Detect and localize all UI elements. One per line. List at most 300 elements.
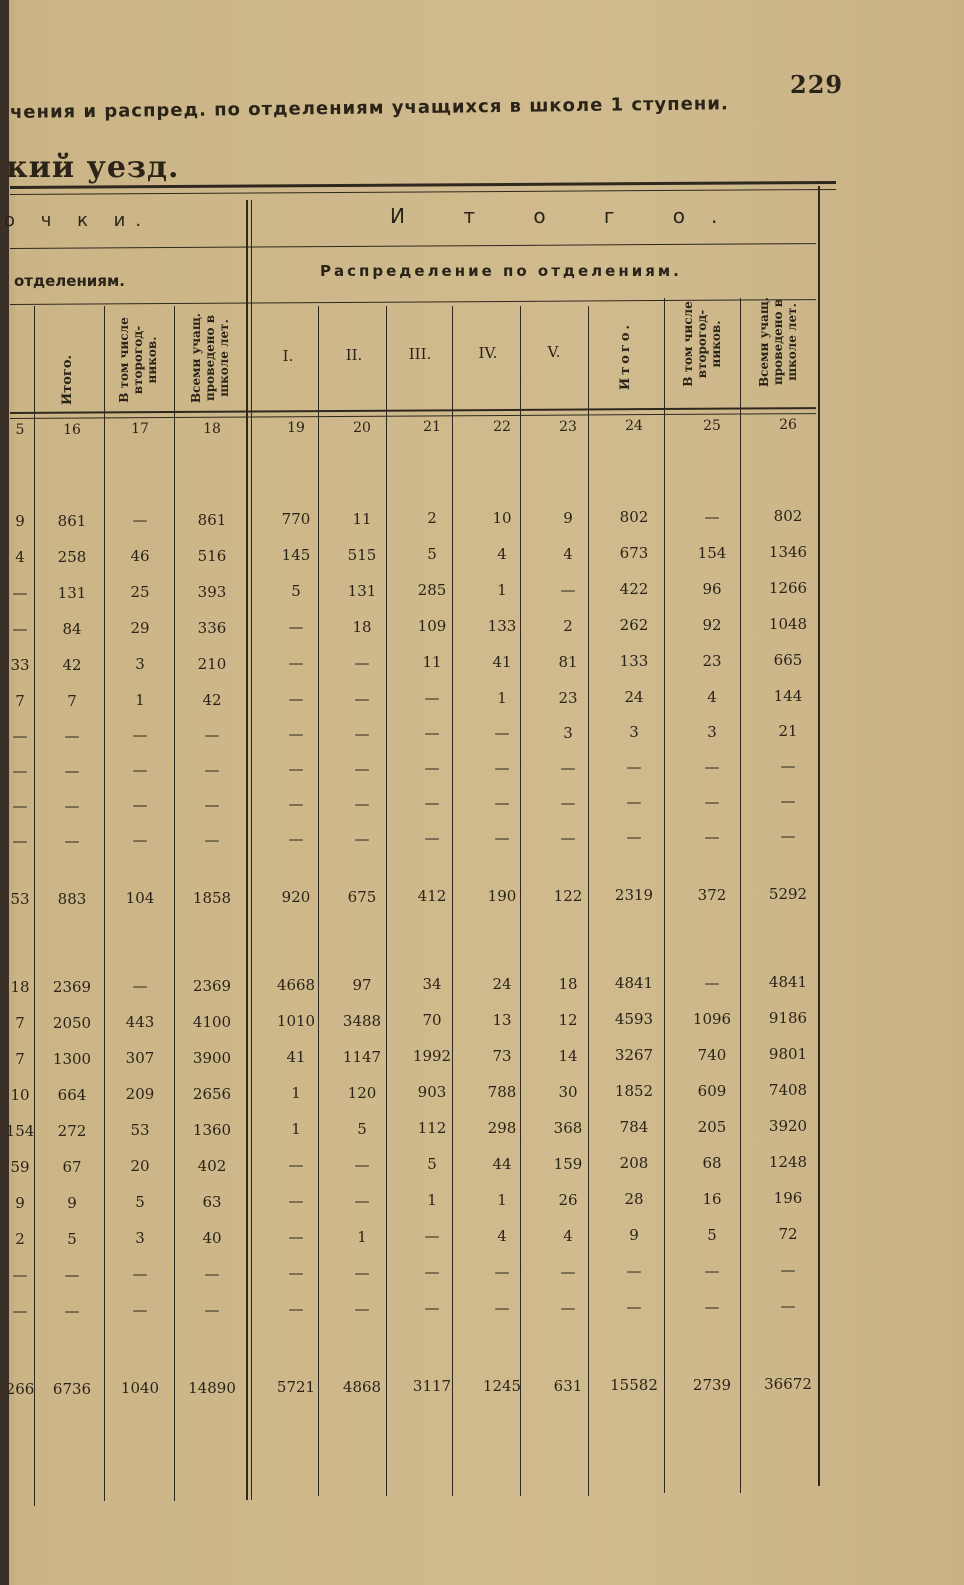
table-cell: 516 — [197, 546, 227, 565]
table-cell: 109 — [417, 617, 447, 636]
rule — [452, 306, 453, 1496]
table-cell: — — [494, 1262, 510, 1281]
table-cell: 675 — [347, 887, 377, 906]
rule — [520, 306, 521, 1496]
table-cell: — — [494, 758, 510, 777]
table-cell: — — [424, 829, 440, 848]
total-cell: 14890 — [188, 1378, 236, 1397]
col-header-repeaters: В том числе второгод-ников. — [117, 317, 159, 403]
table-cell: — — [288, 690, 304, 709]
table-cell: 84 — [62, 619, 82, 638]
table-cell: 24 — [492, 974, 512, 993]
subheader-left: отделениям. — [14, 272, 125, 290]
table-cell: 1858 — [192, 888, 232, 907]
total-cell: 5721 — [276, 1378, 316, 1397]
table-cell: 7 — [15, 691, 25, 710]
total-cell: 631 — [553, 1376, 583, 1395]
table-cell: 3267 — [614, 1046, 654, 1065]
rule — [386, 306, 387, 1496]
rule — [104, 306, 105, 1501]
rule — [588, 306, 589, 1496]
table-cell: 5 — [427, 545, 437, 564]
col-header-repeaters-total: В том числе второгод-ников. — [681, 301, 723, 387]
table-cell: — — [64, 796, 80, 815]
table-cell: 9 — [15, 1193, 25, 1212]
column-number: 26 — [779, 417, 797, 434]
table-cell: 23 — [702, 651, 722, 670]
table-cell: 1266 — [768, 579, 808, 598]
table-cell: — — [626, 758, 642, 777]
table-cell: 53 — [130, 1121, 150, 1140]
column-number: 5 — [15, 421, 25, 438]
table-cell: — — [354, 1191, 370, 1210]
table-cell: 112 — [417, 1119, 447, 1138]
table-cell: 5 — [67, 1229, 77, 1248]
table-cell: 12 — [558, 1010, 578, 1029]
col-header-iii: III. — [408, 345, 432, 363]
table-cell: — — [132, 511, 148, 530]
table-cell: 144 — [773, 687, 803, 706]
table-cell: 205 — [697, 1117, 727, 1136]
table-right-border — [818, 186, 820, 1486]
table-cell: 18 — [352, 617, 372, 636]
table-cell: — — [780, 827, 796, 846]
table-cell: 4841 — [768, 973, 808, 992]
table-cell: — — [354, 1299, 370, 1318]
table-cell: 23 — [558, 688, 578, 707]
table-cell: — — [64, 1301, 80, 1320]
table-cell: 5 — [357, 1119, 367, 1138]
subheader-distribution: Распределение по отделениям. — [320, 262, 682, 280]
table-cell: 4 — [707, 687, 717, 706]
table-cell: — — [64, 726, 80, 745]
table-cell: — — [780, 792, 796, 811]
table-cell: — — [64, 831, 80, 850]
table-cell: 9186 — [768, 1009, 808, 1028]
table-cell: 7 — [67, 691, 77, 710]
table-cell: 9801 — [768, 1045, 808, 1064]
table-cell: 25 — [130, 583, 150, 602]
table-cell: 2319 — [614, 886, 654, 905]
table-cell: — — [288, 654, 304, 673]
table-cell: 307 — [125, 1049, 155, 1068]
column-number: 22 — [493, 418, 511, 435]
table-cell: — — [204, 760, 220, 779]
rule — [664, 298, 665, 1493]
table-cell: 2369 — [52, 977, 92, 996]
table-cell: 336 — [197, 618, 227, 637]
table-cell: — — [132, 831, 148, 850]
table-cell: — — [560, 828, 576, 847]
table-cell: 272 — [57, 1121, 87, 1140]
table-cell: — — [288, 795, 304, 814]
table-cell: — — [12, 761, 28, 780]
table-cell: — — [424, 689, 440, 708]
table-cell: — — [494, 793, 510, 812]
table-cell: — — [204, 1300, 220, 1319]
table-cell: 2656 — [192, 1084, 232, 1103]
col-header-itogo-total: Итого. — [618, 321, 633, 391]
table-cell: 120 — [347, 1083, 377, 1102]
total-cell: 1040 — [120, 1379, 160, 1398]
table-cell: 1147 — [342, 1047, 382, 1066]
table-cell: 1096 — [692, 1009, 732, 1028]
table-cell: 770 — [281, 510, 311, 529]
rule — [246, 200, 248, 1500]
table-cell: — — [132, 977, 148, 996]
table-cell: 30 — [558, 1082, 578, 1101]
table-cell: 11 — [422, 653, 442, 672]
table-cell: 18 — [10, 977, 30, 996]
table-cell: 53 — [10, 889, 30, 908]
rule — [251, 200, 252, 1500]
table-cell: 210 — [197, 654, 227, 673]
table-cell: 664 — [57, 1085, 87, 1104]
table-cell: — — [494, 1298, 510, 1317]
table-cell: — — [12, 831, 28, 850]
table-cell: — — [780, 757, 796, 776]
col-header-years: Всеми учащ. проведено в школе лет. — [189, 313, 231, 403]
column-number: 23 — [559, 418, 577, 435]
table-cell: 20 — [130, 1157, 150, 1176]
table-cell: — — [424, 794, 440, 813]
table-cell: — — [626, 1298, 642, 1317]
table-cell: 3900 — [192, 1048, 232, 1067]
table-cell: 5 — [707, 1225, 717, 1244]
total-cell: 2739 — [692, 1375, 732, 1394]
table-cell: 1248 — [768, 1153, 808, 1172]
table-cell: 92 — [702, 615, 722, 634]
table-cell: — — [626, 1262, 642, 1281]
table-cell: 1 — [291, 1084, 301, 1103]
total-cell: 3117 — [412, 1377, 452, 1396]
table-cell: 1 — [291, 1120, 301, 1139]
table-cell: 14 — [558, 1046, 578, 1065]
table-cell: — — [12, 619, 28, 638]
table-cell: 40 — [202, 1228, 222, 1247]
group-header-itogo: И т о г о. — [390, 204, 744, 228]
table-cell: — — [354, 759, 370, 778]
table-cell: 34 — [422, 975, 442, 994]
table-cell: 24 — [624, 688, 644, 707]
table-subtitle: кий уезд. — [6, 150, 180, 185]
table-cell: 26 — [558, 1190, 578, 1209]
table-cell: 133 — [487, 616, 517, 635]
table-cell: 7 — [15, 1013, 25, 1032]
total-cell: 36672 — [764, 1375, 812, 1394]
page-number: 229 — [790, 70, 844, 99]
table-cell: 131 — [347, 581, 377, 600]
table-cell: — — [560, 1262, 576, 1281]
column-number: 24 — [625, 418, 643, 435]
table-cell: — — [560, 1298, 576, 1317]
table-cell: 883 — [57, 889, 87, 908]
table-cell: 4841 — [614, 974, 654, 993]
table-cell: 70 — [422, 1011, 442, 1030]
table-cell: 63 — [202, 1192, 222, 1211]
table-cell: 41 — [286, 1048, 306, 1067]
table-cell: — — [288, 618, 304, 637]
table-cell: 42 — [62, 655, 82, 674]
table-cell: — — [12, 1301, 28, 1320]
table-cell: 72 — [778, 1225, 798, 1244]
table-cell: 2050 — [52, 1013, 92, 1032]
table-cell: — — [494, 828, 510, 847]
table-cell: 1048 — [768, 615, 808, 634]
table-cell: 412 — [417, 887, 447, 906]
table-cell: 788 — [487, 1082, 517, 1101]
table-cell: — — [132, 726, 148, 745]
col-header-iv: IV. — [478, 344, 498, 362]
table-cell: 665 — [773, 651, 803, 670]
rule — [34, 306, 35, 1506]
table-cell: — — [288, 1156, 304, 1175]
column-number: 20 — [353, 419, 371, 436]
table-cell: 154 — [697, 543, 727, 562]
table-cell: 802 — [619, 508, 649, 527]
table-cell: — — [204, 1264, 220, 1283]
rule — [318, 306, 319, 1496]
table-cell: 372 — [697, 885, 727, 904]
table-cell: — — [704, 1297, 720, 1316]
column-number: 25 — [703, 417, 721, 434]
column-number: 16 — [63, 421, 81, 438]
table-cell: 1992 — [412, 1047, 452, 1066]
table-cell: — — [132, 796, 148, 815]
table-cell: 4 — [563, 544, 573, 563]
table-cell: — — [288, 1300, 304, 1319]
table-cell: 1346 — [768, 543, 808, 562]
rule — [740, 298, 741, 1493]
table-cell: — — [626, 828, 642, 847]
table-cell: 68 — [702, 1153, 722, 1172]
table-cell: — — [494, 723, 510, 742]
table-cell: — — [288, 1192, 304, 1211]
col-header-itogo: Итого. — [60, 354, 75, 406]
table-cell: — — [424, 1299, 440, 1318]
total-cell: 6736 — [52, 1379, 92, 1398]
table-cell: 11 — [352, 509, 372, 528]
table-cell: — — [288, 760, 304, 779]
total-cell: 1245 — [482, 1376, 522, 1395]
table-cell: — — [424, 759, 440, 778]
table-cell: 3 — [629, 723, 639, 742]
table-cell: 1 — [497, 688, 507, 707]
column-number: 17 — [131, 421, 149, 438]
table-cell: 1 — [497, 580, 507, 599]
table-cell: 3 — [135, 655, 145, 674]
table-cell: 5 — [135, 1193, 145, 1212]
table-cell: 208 — [619, 1154, 649, 1173]
table-cell: — — [704, 973, 720, 992]
table-cell: 1 — [357, 1227, 367, 1246]
column-number: 21 — [423, 419, 441, 436]
table-cell: 5292 — [768, 885, 808, 904]
table-cell: 2 — [563, 616, 573, 635]
table-cell: 196 — [773, 1189, 803, 1208]
table-cell: — — [204, 795, 220, 814]
binding-edge — [0, 0, 9, 1585]
table-cell: 4 — [15, 547, 25, 566]
table-cell: — — [12, 726, 28, 745]
group-header-left: о ч к и. — [4, 210, 152, 231]
table-cell: 673 — [619, 544, 649, 563]
table-cell: — — [560, 758, 576, 777]
table-cell: — — [354, 689, 370, 708]
total-cell: 4868 — [342, 1377, 382, 1396]
table-cell: 33 — [10, 655, 30, 674]
table-cell: 4593 — [614, 1010, 654, 1029]
table-cell: — — [354, 1263, 370, 1282]
total-cell: 266 — [5, 1379, 35, 1398]
table-cell: — — [204, 830, 220, 849]
table-cell: — — [560, 580, 576, 599]
total-cell: 15582 — [610, 1376, 658, 1395]
table-cell: — — [626, 793, 642, 812]
col-header-years-total: Всеми учащ. проведено в школе лет. — [757, 297, 799, 387]
table-cell: 9 — [563, 508, 573, 527]
table-cell: 21 — [778, 722, 798, 741]
table-cell: 368 — [553, 1118, 583, 1137]
table-cell: 4 — [497, 544, 507, 563]
table-cell: 18 — [558, 974, 578, 993]
table-cell: — — [704, 757, 720, 776]
table-cell: 298 — [487, 1118, 517, 1137]
table-cell: 258 — [57, 547, 87, 566]
table-cell: — — [64, 1265, 80, 1284]
table-cell: 29 — [130, 619, 150, 638]
table-cell: 802 — [773, 507, 803, 526]
table-cell: 59 — [10, 1157, 30, 1176]
table-cell: 3 — [135, 1229, 145, 1248]
table-cell: 44 — [492, 1154, 512, 1173]
col-header-ii: II. — [345, 346, 363, 364]
table-cell: 73 — [492, 1046, 512, 1065]
table-cell: 104 — [125, 889, 155, 908]
table-cell: 4 — [563, 1226, 573, 1245]
table-cell: — — [288, 1264, 304, 1283]
table-cell: 5 — [291, 582, 301, 601]
table-cell: 28 — [624, 1190, 644, 1209]
table-cell: 190 — [487, 886, 517, 905]
table-cell: 2 — [15, 1229, 25, 1248]
table-cell: — — [424, 724, 440, 743]
table-cell: 9 — [15, 511, 25, 530]
table-cell: 9 — [629, 1226, 639, 1245]
table-cell: 1300 — [52, 1049, 92, 1068]
table-cell: 1852 — [614, 1082, 654, 1101]
table-cell: 1010 — [276, 1012, 316, 1031]
table-cell: 393 — [197, 582, 227, 601]
table-cell: — — [12, 796, 28, 815]
table-cell: 7408 — [768, 1081, 808, 1100]
table-cell: 133 — [619, 652, 649, 671]
table-cell: 4 — [497, 1226, 507, 1245]
table-cell: 16 — [702, 1189, 722, 1208]
table-cell: 67 — [62, 1157, 82, 1176]
table-cell: 262 — [619, 616, 649, 635]
table-cell: 402 — [197, 1156, 227, 1175]
table-cell: 81 — [558, 652, 578, 671]
table-cell: 97 — [352, 975, 372, 994]
table-cell: — — [704, 1261, 720, 1280]
table-cell: 1 — [427, 1191, 437, 1210]
table-cell: 159 — [553, 1154, 583, 1173]
table-cell: 443 — [125, 1013, 155, 1032]
table-cell: 1 — [497, 1190, 507, 1209]
table-cell: 154 — [5, 1121, 35, 1140]
column-number: 18 — [203, 420, 221, 437]
table-cell: 920 — [281, 888, 311, 907]
table-cell: 609 — [697, 1081, 727, 1100]
table-cell: 5 — [427, 1155, 437, 1174]
table-cell: 145 — [281, 546, 311, 565]
rule — [174, 306, 175, 1501]
table-cell: 3 — [563, 723, 573, 742]
col-header-i: I. — [282, 347, 294, 365]
table-cell: — — [64, 761, 80, 780]
table-cell: — — [424, 1263, 440, 1282]
table-cell: — — [704, 792, 720, 811]
table-cell: 41 — [492, 652, 512, 671]
table-cell: 3920 — [768, 1117, 808, 1136]
table-cell: 13 — [492, 1010, 512, 1029]
table-cell: 903 — [417, 1083, 447, 1102]
table-cell: 9 — [67, 1193, 77, 1212]
table-cell: — — [704, 507, 720, 526]
table-cell: — — [204, 725, 220, 744]
table-cell: — — [780, 1297, 796, 1316]
table-cell: 861 — [57, 511, 87, 530]
table-cell: — — [560, 793, 576, 812]
table-cell: 784 — [619, 1118, 649, 1137]
table-cell: 4668 — [276, 976, 316, 995]
table-cell: 1360 — [192, 1120, 232, 1139]
table-cell: 10 — [10, 1085, 30, 1104]
table-cell: 422 — [619, 580, 649, 599]
column-number: 19 — [287, 420, 305, 437]
table-cell: 122 — [553, 886, 583, 905]
table-cell: 7 — [15, 1049, 25, 1068]
table-cell: — — [12, 583, 28, 602]
table-cell: — — [780, 1261, 796, 1280]
table-cell: 209 — [125, 1085, 155, 1104]
table-cell: — — [12, 1265, 28, 1284]
col-header-v: V. — [547, 343, 561, 361]
table-cell: — — [354, 653, 370, 672]
table-cell: 4100 — [192, 1012, 232, 1031]
table-cell: 515 — [347, 545, 377, 564]
table-cell: — — [132, 1301, 148, 1320]
table-cell: — — [424, 1227, 440, 1246]
table-cell: — — [288, 1228, 304, 1247]
table-cell: 740 — [697, 1045, 727, 1064]
table-cell: 285 — [417, 581, 447, 600]
table-cell: 861 — [197, 510, 227, 529]
table-cell: 1 — [135, 691, 145, 710]
table-cell: 10 — [492, 508, 512, 527]
table-cell: 131 — [57, 583, 87, 602]
table-cell: 2 — [427, 509, 437, 528]
table-cell: 96 — [702, 579, 722, 598]
table-cell: — — [354, 724, 370, 743]
table-cell: — — [354, 794, 370, 813]
table-cell: — — [704, 827, 720, 846]
table-cell: 2369 — [192, 976, 232, 995]
table-cell: — — [132, 1265, 148, 1284]
table-cell: — — [354, 1155, 370, 1174]
table-cell: — — [288, 725, 304, 744]
